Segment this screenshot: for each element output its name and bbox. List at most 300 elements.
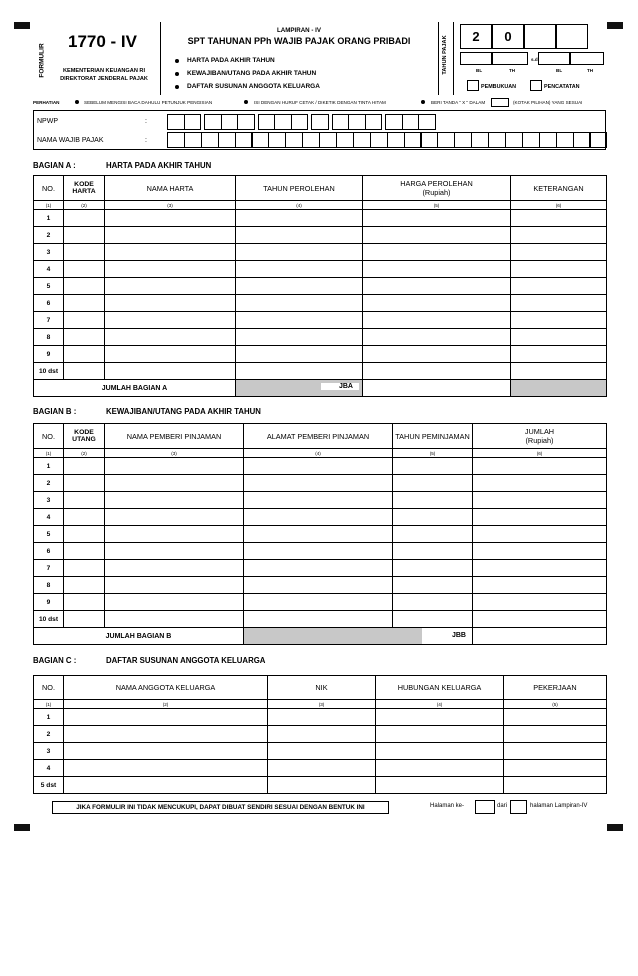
period-th-to[interactable]	[570, 52, 604, 65]
utang-cell[interactable]	[105, 509, 244, 526]
utang-row-number: 9	[34, 594, 64, 611]
ministry-line2: DIREKTORAT JENDERAL PAJAK	[60, 76, 148, 82]
keluarga-header-nik: NIK	[268, 676, 376, 700]
harta-cell[interactable]	[511, 312, 607, 329]
harta-cell[interactable]	[64, 261, 105, 278]
keluarga-row	[34, 777, 607, 794]
char-box[interactable]	[590, 132, 608, 148]
harta-colnum: (1)	[34, 201, 64, 210]
utang-cell[interactable]	[473, 526, 607, 543]
bl-label-1: BL	[476, 68, 483, 73]
keluarga-cell[interactable]	[64, 743, 268, 760]
utang-cell[interactable]	[244, 509, 393, 526]
harta-cell[interactable]	[64, 278, 105, 295]
char-box[interactable]	[348, 114, 366, 130]
bagian-c-title: DAFTAR SUSUNAN ANGGOTA KELUARGA	[106, 656, 266, 665]
utang-cell[interactable]	[473, 475, 607, 492]
bullet-dot	[175, 85, 179, 89]
perhatian-item3: BERI TANDA " X " DALAM	[431, 100, 486, 105]
nama-label: NAMA WAJIB PAJAK	[37, 137, 104, 144]
utang-cell[interactable]	[64, 509, 105, 526]
harta-cell[interactable]	[236, 210, 363, 227]
harta-row	[34, 210, 607, 227]
harta-cell[interactable]	[236, 261, 363, 278]
keluarga-cell[interactable]	[504, 777, 607, 794]
harta-header-no: NO.	[34, 176, 64, 201]
perhatian-checkbox-sample	[491, 98, 509, 107]
utang-cell[interactable]	[393, 526, 473, 543]
harta-row	[34, 346, 607, 363]
halaman-ke-label: Halaman ke-	[430, 803, 465, 809]
utang-header-no: NO.	[34, 424, 64, 449]
harta-row	[34, 363, 607, 380]
harta-header-tahun: TAHUN PEROLEHAN	[236, 176, 363, 201]
char-box[interactable]	[454, 132, 472, 148]
harta-cell[interactable]	[105, 261, 236, 278]
utang-colnum: (2)	[64, 449, 105, 458]
char-box[interactable]	[404, 132, 422, 148]
header-divider-3	[453, 22, 454, 95]
utang-cell[interactable]	[244, 543, 393, 560]
char-box[interactable]	[218, 132, 236, 148]
utang-cell[interactable]	[64, 560, 105, 577]
harta-cell[interactable]	[363, 346, 511, 363]
harta-cell[interactable]	[105, 329, 236, 346]
utang-cell[interactable]	[393, 560, 473, 577]
bullet-keluarga: DAFTAR SUSUNAN ANGGOTA KELUARGA	[187, 83, 320, 90]
utang-row	[34, 509, 607, 526]
char-box[interactable]	[285, 132, 303, 148]
utang-row-number: 10 dst	[34, 611, 64, 628]
harta-cell[interactable]	[105, 278, 236, 295]
keluarga-cell[interactable]	[64, 709, 268, 726]
utang-row	[34, 492, 607, 509]
keluarga-cell[interactable]	[376, 777, 504, 794]
keluarga-colnum: (2)	[64, 700, 268, 709]
harta-colnum: (6)	[511, 201, 607, 210]
char-box[interactable]	[488, 132, 506, 148]
bullet-kewajiban: KEWAJIBAN/UTANG PADA AKHIR TAHUN	[187, 70, 317, 77]
keluarga-colnum: (1)	[34, 700, 64, 709]
halaman-lampiran-label: halaman Lampiran-IV	[530, 803, 588, 809]
harta-cell[interactable]	[105, 227, 236, 244]
utang-cell[interactable]	[393, 577, 473, 594]
utang-row	[34, 594, 607, 611]
char-box[interactable]	[184, 114, 202, 130]
harta-row-number: 6	[34, 295, 64, 312]
keluarga-row-number: 1	[34, 709, 64, 726]
harta-row	[34, 312, 607, 329]
pencatatan-label: PENCATATAN	[544, 84, 580, 90]
utang-cell[interactable]	[473, 577, 607, 594]
bullet-dot	[75, 100, 79, 104]
keluarga-cell[interactable]	[504, 709, 607, 726]
utang-header-jumlah-text: JUMLAH	[524, 427, 555, 436]
harta-cell[interactable]	[105, 346, 236, 363]
utang-row	[34, 475, 607, 492]
char-box[interactable]	[336, 132, 354, 148]
utang-cell[interactable]	[244, 577, 393, 594]
harta-colnum: (5)	[363, 201, 511, 210]
char-box[interactable]	[573, 132, 591, 148]
utang-row-number: 8	[34, 577, 64, 594]
harta-cell[interactable]	[105, 312, 236, 329]
harta-cell[interactable]	[511, 363, 607, 380]
harta-row-number: 1	[34, 210, 64, 227]
utang-cell[interactable]	[64, 611, 105, 628]
char-box[interactable]	[167, 114, 185, 130]
pencatatan-checkbox[interactable]	[530, 80, 542, 91]
year-digit-3[interactable]	[524, 24, 556, 49]
keluarga-row-number: 3	[34, 743, 64, 760]
utang-cell[interactable]	[393, 458, 473, 475]
harta-cell[interactable]	[511, 227, 607, 244]
harta-cell[interactable]	[363, 329, 511, 346]
keluarga-colnum: (3)	[268, 700, 376, 709]
harta-cell[interactable]	[64, 244, 105, 261]
keluarga-cell[interactable]	[268, 760, 376, 777]
keluarga-cell[interactable]	[376, 743, 504, 760]
utang-cell[interactable]	[473, 594, 607, 611]
bullet-dot	[175, 59, 179, 63]
utang-cell[interactable]	[64, 577, 105, 594]
bagian-b-label: BAGIAN B :	[33, 407, 77, 416]
utang-row-number: 3	[34, 492, 64, 509]
harta-row	[34, 278, 607, 295]
harta-cell[interactable]	[363, 278, 511, 295]
harta-cell[interactable]	[511, 210, 607, 227]
th-label-2: TH	[587, 68, 594, 73]
harta-header-kode: KODE HARTA	[64, 176, 105, 201]
keluarga-colnum: (4)	[376, 700, 504, 709]
sd-label: s.d	[531, 57, 538, 62]
utang-cell[interactable]	[244, 526, 393, 543]
char-box[interactable]	[370, 132, 388, 148]
form-title: SPT TAHUNAN PPh WAJIB PAJAK ORANG PRIBADI	[187, 36, 411, 46]
keluarga-row	[34, 760, 607, 777]
keluarga-row-number: 5 dst	[34, 777, 64, 794]
nama-colon: :	[145, 137, 147, 144]
period-bl-from[interactable]	[460, 52, 492, 65]
bullet-dot	[421, 100, 425, 104]
keluarga-cell[interactable]	[268, 726, 376, 743]
utang-cell[interactable]	[105, 543, 244, 560]
utang-row-number: 5	[34, 526, 64, 543]
harta-cell[interactable]	[363, 295, 511, 312]
harta-cell[interactable]	[236, 346, 363, 363]
bagian-a-label: BAGIAN A :	[33, 161, 76, 170]
harta-header-nama: NAMA HARTA	[105, 176, 236, 201]
harta-header-harga-text: HARGA PEROLEHAN	[400, 179, 473, 188]
pembukuan-checkbox[interactable]	[467, 80, 479, 91]
utang-cell[interactable]	[105, 611, 244, 628]
utang-cell[interactable]	[244, 594, 393, 611]
harta-cell[interactable]	[511, 261, 607, 278]
utang-row	[34, 577, 607, 594]
harta-cell[interactable]	[105, 363, 236, 380]
perhatian-bar	[33, 96, 606, 108]
keluarga-cell[interactable]	[268, 777, 376, 794]
harta-cell[interactable]	[64, 210, 105, 227]
utang-cell[interactable]	[244, 475, 393, 492]
keluarga-cell[interactable]	[376, 709, 504, 726]
keluarga-header-no: NO.	[34, 676, 64, 700]
keluarga-row	[34, 726, 607, 743]
utang-cell[interactable]	[105, 560, 244, 577]
harta-total-value[interactable]	[363, 380, 511, 397]
char-box[interactable]	[418, 114, 436, 130]
harta-cell[interactable]	[236, 312, 363, 329]
bullet-dot	[244, 100, 248, 104]
harta-row-number: 3	[34, 244, 64, 261]
utang-row	[34, 560, 607, 577]
harta-cell[interactable]	[236, 244, 363, 261]
char-box[interactable]	[505, 132, 523, 148]
harta-cell[interactable]	[363, 227, 511, 244]
header-divider-2	[438, 22, 439, 95]
harta-colnum: (2)	[64, 201, 105, 210]
utang-cell[interactable]	[64, 594, 105, 611]
char-box[interactable]	[302, 132, 320, 148]
char-box[interactable]	[556, 132, 574, 148]
char-box[interactable]	[291, 114, 309, 130]
year-digit-4[interactable]	[556, 24, 588, 49]
keluarga-cell[interactable]	[64, 777, 268, 794]
bl-label-2: BL	[556, 68, 563, 73]
harta-row	[34, 261, 607, 278]
harta-cell[interactable]	[236, 363, 363, 380]
utang-cell[interactable]	[473, 611, 607, 628]
utang-cell[interactable]	[393, 475, 473, 492]
utang-cell[interactable]	[473, 560, 607, 577]
utang-row	[34, 526, 607, 543]
harta-row-number: 2	[34, 227, 64, 244]
utang-cell[interactable]	[105, 577, 244, 594]
harta-cell[interactable]	[511, 278, 607, 295]
ministry-line1: KEMENTERIAN KEUANGAN RI	[62, 68, 146, 74]
utang-cell[interactable]	[473, 492, 607, 509]
harta-cell[interactable]	[64, 295, 105, 312]
bullet-harta: HARTA PADA AKHIR TAHUN	[187, 57, 275, 64]
keluarga-cell[interactable]	[268, 743, 376, 760]
utang-cell[interactable]	[473, 509, 607, 526]
harta-cell[interactable]	[363, 261, 511, 278]
utang-total-shaded	[244, 628, 473, 645]
harta-row-number: 10 dst	[34, 363, 64, 380]
char-box[interactable]	[319, 132, 337, 148]
harta-colnum: (4)	[236, 201, 363, 210]
utang-cell[interactable]	[64, 492, 105, 509]
utang-row-number: 7	[34, 560, 64, 577]
perhatian-item2: ISI DENGAN HURUF CETAK / DIKETIK DENGAN TINTA HITAM	[254, 100, 386, 105]
harta-total-shaded-right	[511, 380, 607, 397]
perhatian-item1: SEBELUM MENGISI BACA DAHULU PETUNJUK PENGISIAN	[84, 100, 213, 105]
utang-colnum: (3)	[105, 449, 244, 458]
utang-cell[interactable]	[105, 492, 244, 509]
char-box[interactable]	[385, 114, 403, 130]
year-digit-2[interactable]: 0	[492, 24, 524, 49]
utang-cell[interactable]	[473, 458, 607, 475]
harta-header-harga-sub: (Rupiah)	[422, 188, 451, 197]
harta-cell[interactable]	[511, 329, 607, 346]
harta-cell[interactable]	[236, 295, 363, 312]
harta-cell[interactable]	[64, 312, 105, 329]
npwp-input[interactable]	[167, 114, 607, 130]
char-box[interactable]	[387, 132, 405, 148]
halaman-total-input[interactable]	[510, 800, 527, 814]
utang-cell[interactable]	[105, 594, 244, 611]
harta-row	[34, 295, 607, 312]
utang-header-jumlah-sub: (Rupiah)	[525, 436, 554, 445]
harta-cell[interactable]	[105, 295, 236, 312]
harta-cell[interactable]	[363, 312, 511, 329]
year-digit-1[interactable]: 2	[460, 24, 492, 49]
harta-cell[interactable]	[511, 244, 607, 261]
char-box[interactable]	[235, 132, 253, 148]
utang-cell[interactable]	[244, 458, 393, 475]
keluarga-cell[interactable]	[376, 726, 504, 743]
char-box[interactable]	[402, 114, 420, 130]
period-bl-to[interactable]	[538, 52, 570, 65]
harta-cell[interactable]	[64, 363, 105, 380]
utang-cell[interactable]	[473, 543, 607, 560]
char-box[interactable]	[252, 132, 270, 148]
utang-colnum: (1)	[34, 449, 64, 458]
keluarga-row-number: 2	[34, 726, 64, 743]
utang-cell[interactable]	[105, 458, 244, 475]
npwp-colon: :	[145, 118, 147, 125]
utang-cell[interactable]	[64, 458, 105, 475]
char-box[interactable]	[201, 132, 219, 148]
utang-cell[interactable]	[64, 543, 105, 560]
harta-cell[interactable]	[236, 227, 363, 244]
bagian-c-label: BAGIAN C :	[33, 656, 77, 665]
utang-cell[interactable]	[393, 543, 473, 560]
registration-mark-bottom-right	[607, 824, 623, 831]
keluarga-cell[interactable]	[504, 760, 607, 777]
harta-cell[interactable]	[511, 346, 607, 363]
utang-cell[interactable]	[64, 475, 105, 492]
keluarga-table	[33, 675, 607, 794]
utang-cell[interactable]	[105, 475, 244, 492]
char-box[interactable]	[184, 132, 202, 148]
harta-cell[interactable]	[236, 278, 363, 295]
char-box[interactable]	[237, 114, 255, 130]
harta-cell[interactable]	[363, 210, 511, 227]
keluarga-row	[34, 709, 607, 726]
utang-cell[interactable]	[64, 526, 105, 543]
harta-cell[interactable]	[363, 244, 511, 261]
harta-row-number: 9	[34, 346, 64, 363]
harta-total-label: JUMLAH BAGIAN A	[34, 380, 236, 397]
tahun-pajak-label: TAHUN PAJAK	[442, 35, 448, 75]
harta-cell[interactable]	[64, 227, 105, 244]
harta-total-code: JBA	[321, 383, 359, 390]
nama-input[interactable]	[167, 132, 607, 148]
harta-row-number: 5	[34, 278, 64, 295]
keluarga-cell[interactable]	[376, 760, 504, 777]
char-box[interactable]	[539, 132, 557, 148]
char-box[interactable]	[258, 114, 276, 130]
harta-row-number: 8	[34, 329, 64, 346]
bagian-b-title: KEWAJIBAN/UTANG PADA AKHIR TAHUN	[106, 407, 261, 416]
halaman-ke-input[interactable]	[475, 800, 495, 814]
char-box[interactable]	[471, 132, 489, 148]
perhatian-label: PERHATIAN	[33, 100, 60, 105]
harta-cell[interactable]	[511, 295, 607, 312]
char-box[interactable]	[365, 114, 383, 130]
utang-colnum: (6)	[473, 449, 607, 458]
utang-cell[interactable]	[393, 611, 473, 628]
utang-table	[33, 423, 607, 645]
keluarga-cell[interactable]	[504, 726, 607, 743]
utang-row-number: 6	[34, 543, 64, 560]
identity-section	[33, 110, 606, 150]
utang-cell[interactable]	[393, 509, 473, 526]
formulir-label: FORMULIR	[38, 43, 46, 78]
keluarga-cell[interactable]	[64, 726, 268, 743]
keluarga-cell[interactable]	[64, 760, 268, 777]
harta-cell[interactable]	[64, 329, 105, 346]
harta-row-number: 4	[34, 261, 64, 278]
period-th-from[interactable]	[492, 52, 528, 65]
keluarga-header-nama: NAMA ANGGOTA KELUARGA	[64, 676, 268, 700]
char-box[interactable]	[221, 114, 239, 130]
harta-row	[34, 244, 607, 261]
char-box[interactable]	[268, 132, 286, 148]
form-number: 1770 - IV	[68, 32, 137, 51]
char-box[interactable]	[204, 114, 222, 130]
utang-row-number: 2	[34, 475, 64, 492]
utang-cell[interactable]	[244, 560, 393, 577]
harta-cell[interactable]	[105, 210, 236, 227]
harta-cell[interactable]	[64, 346, 105, 363]
utang-cell[interactable]	[393, 594, 473, 611]
registration-mark-top-right	[607, 22, 623, 29]
harta-cell[interactable]	[105, 244, 236, 261]
utang-total-value[interactable]	[473, 628, 607, 645]
registration-mark-top-left	[14, 22, 30, 29]
harta-row-number: 7	[34, 312, 64, 329]
harta-cell[interactable]	[363, 363, 511, 380]
char-box[interactable]	[167, 132, 185, 148]
utang-colnum: (5)	[393, 449, 473, 458]
utang-cell[interactable]	[393, 492, 473, 509]
keluarga-cell[interactable]	[268, 709, 376, 726]
char-box[interactable]	[311, 114, 329, 130]
char-box[interactable]	[274, 114, 292, 130]
char-box[interactable]	[332, 114, 350, 130]
utang-header-kode: KODE UTANG	[64, 424, 105, 449]
harta-table	[33, 175, 607, 397]
utang-cell[interactable]	[244, 611, 393, 628]
keluarga-cell[interactable]	[504, 743, 607, 760]
utang-header-tahun: TAHUN PEMINJAMAN	[393, 424, 473, 449]
char-box[interactable]	[353, 132, 371, 148]
char-box[interactable]	[522, 132, 540, 148]
utang-row-number: 1	[34, 458, 64, 475]
char-box[interactable]	[421, 132, 439, 148]
utang-cell[interactable]	[244, 492, 393, 509]
harta-cell[interactable]	[236, 329, 363, 346]
keluarga-row	[34, 743, 607, 760]
pembukuan-label: PEMBUKUAN	[481, 84, 517, 90]
char-box[interactable]	[437, 132, 455, 148]
keluarga-header-pekerjaan: PEKERJAAN	[504, 676, 607, 700]
utang-row	[34, 611, 607, 628]
form-header	[33, 22, 606, 95]
utang-cell[interactable]	[105, 526, 244, 543]
